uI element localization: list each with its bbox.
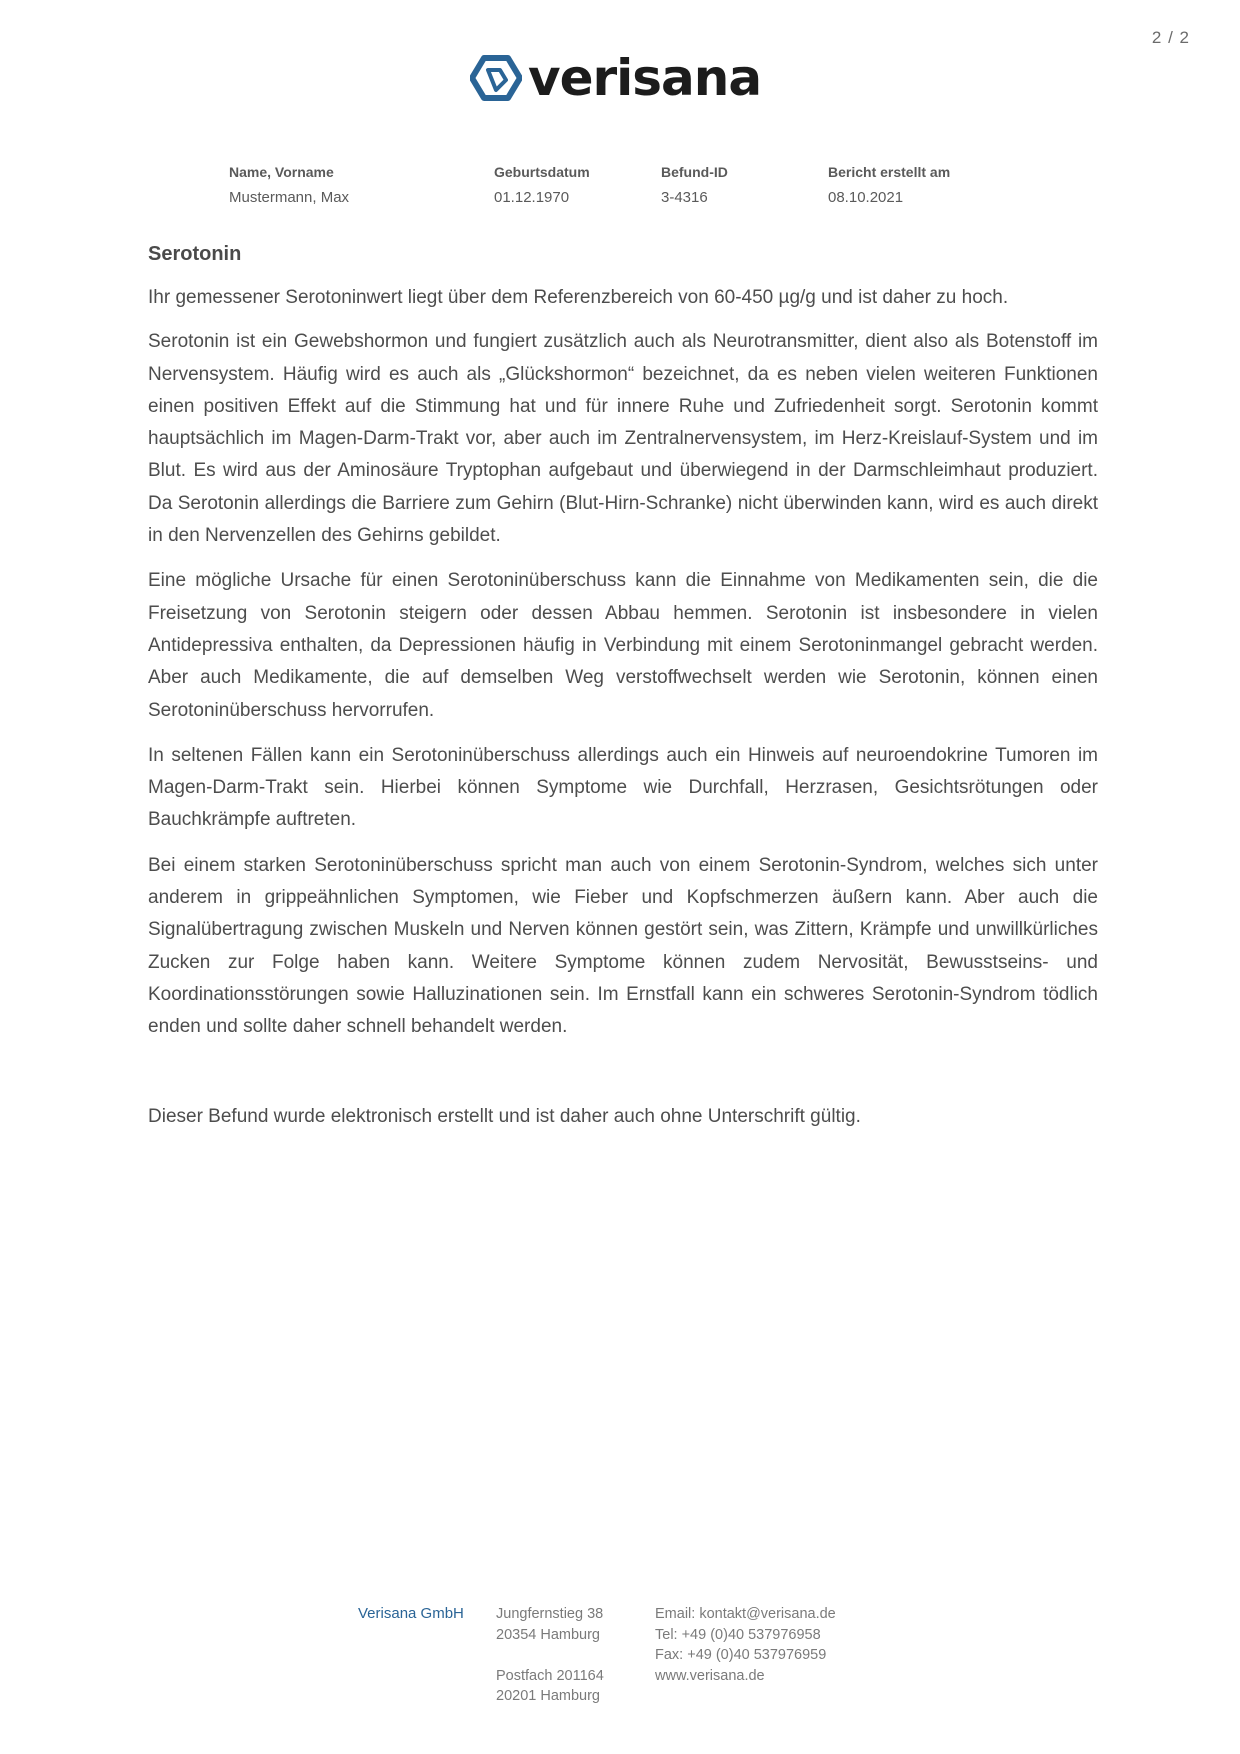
logo-wordmark: verisana [528, 49, 762, 107]
report-body [148, 240, 1098, 1146]
footer-company-name: Verisana GmbH [358, 1605, 464, 1622]
footer-tel: Tel: +49 (0)40 537976958 [655, 1626, 821, 1643]
closing-note: Dieser Befund wurde elektronisch erstellt und ist daher auch ohne Unterschrift gültig. [148, 1105, 861, 1127]
patient-name-block [229, 162, 349, 208]
paragraph-tumors: In seltenen Fällen kann ein Serotoninüberschuss allerdings auch ein Hinweis auf neuroendokrine Tumoren im Magen-Darm-Trakt sein. Hierbei können Symptome wie Durchfall, Herzrasen, Gesichtsrötungen oder Bauchkrämpfe auftreten. [148, 744, 1098, 831]
name-value: Mustermann, Max [229, 189, 350, 206]
created-date-label: Bericht erstellt am [828, 164, 951, 180]
section-title: Serotonin [148, 243, 242, 265]
patient-header [229, 162, 1009, 222]
footer-address-col [496, 1604, 604, 1707]
page-number: 2 / 2 [1151, 28, 1190, 47]
dob-label: Geburtsdatum [494, 164, 590, 180]
footer-street: Jungfernstieg 38 [496, 1606, 604, 1622]
footer-po-box: Postfach 201164 [496, 1667, 604, 1684]
paragraph-syndrome: Bei einem starken Serotoninüberschuss spricht man auch von einem Serotonin-Syndrom, welches sich unter anderem in grippeähnlichen Symptomen, wie Fieber und Kopfschmerzen äußern kann. Aber auch die Signalübertragung zwischen Muskeln und Nerven können gestört sein, was Zittern, Krämpfe und unwillkürliches Zucken zur Folge haben kann. Weitere Symptome können zudem Nervosität, Bewusstseins- und Koordinationsstörungen sowie Halluzinationen sein. Im Ernstfall kann ein schweres Serotonin-Syndrom tödlich enden und sollte daher schnell behandelt werden. [148, 854, 1098, 1038]
paragraph-causes: Eine mögliche Ursache für einen Serotoninüberschuss kann die Einnahme von Medikamenten sein, die die Freisetzung von Serotonin steigern oder dessen Abbau hemmen. Serotonin ist insbesondere in vielen Antidepressiva enthalten, da Depressionen häufig in Verbindung mit einem Serotoninmangel gebracht werden. Aber auch Medikamente, die auf demselben Weg verstoffwechselt werden wie Serotonin, können einen Serotoninüberschuss hervorrufen. [148, 570, 1098, 721]
result-summary: Ihr gemessener Serotoninwert liegt über dem Referenzbereich von 60-450 µg/g und ist daher zu hoch. [148, 287, 1009, 308]
footer-company-col [358, 1604, 464, 1625]
footer [358, 1604, 918, 1714]
dob-value: 01.12.1970 [494, 189, 570, 206]
created-date-value: 08.10.2021 [828, 189, 904, 206]
dob-block [494, 162, 590, 208]
footer-city: 20354 Hamburg [496, 1626, 600, 1643]
verisana-logo [470, 48, 761, 108]
name-label: Name, Vorname [229, 164, 334, 180]
report-id-block [661, 162, 728, 208]
created-date-block [828, 162, 950, 208]
paragraph-explanation: Serotonin ist ein Gewebshormon und fungiert zusätzlich auch als Neurotransmitter, dient also als Botenstoff im Nervensystem. Häufig wird es auch als „Glückshormon“ bezeichnet, da es neben vielen weiteren Funktionen einen positiven Effekt auf die Stimmung hat und für innere Ruhe und Zufriedenheit sorgt. Serotonin kommt hauptsächlich im Magen-Darm-Trakt vor, aber auch im Zentralnervensystem, im Herz-Kreislauf-System und im Blut. Es wird aus der Aminosäure Tryptophan aufgebaut und überwiegend in der Darmschleimhaut produziert. Da Serotonin allerdings die Barriere zum Gehirn (Blut-Hirn-Schranke) nicht überwinden kann, wird es auch direkt in den Nervenzellen des Gehirns gebildet. [148, 331, 1098, 547]
footer-po-city: 20201 Hamburg [496, 1688, 600, 1704]
hexagon-logo-icon [470, 52, 522, 104]
report-id-value: 3-4316 [661, 189, 708, 206]
report-id-label: Befund-ID [661, 164, 728, 180]
footer-email[interactable]: Email: kontakt@verisana.de [655, 1606, 836, 1622]
footer-website-link[interactable]: www.verisana.de [655, 1667, 765, 1684]
footer-contact-col [655, 1604, 836, 1686]
footer-fax: Fax: +49 (0)40 537976959 [655, 1647, 827, 1663]
